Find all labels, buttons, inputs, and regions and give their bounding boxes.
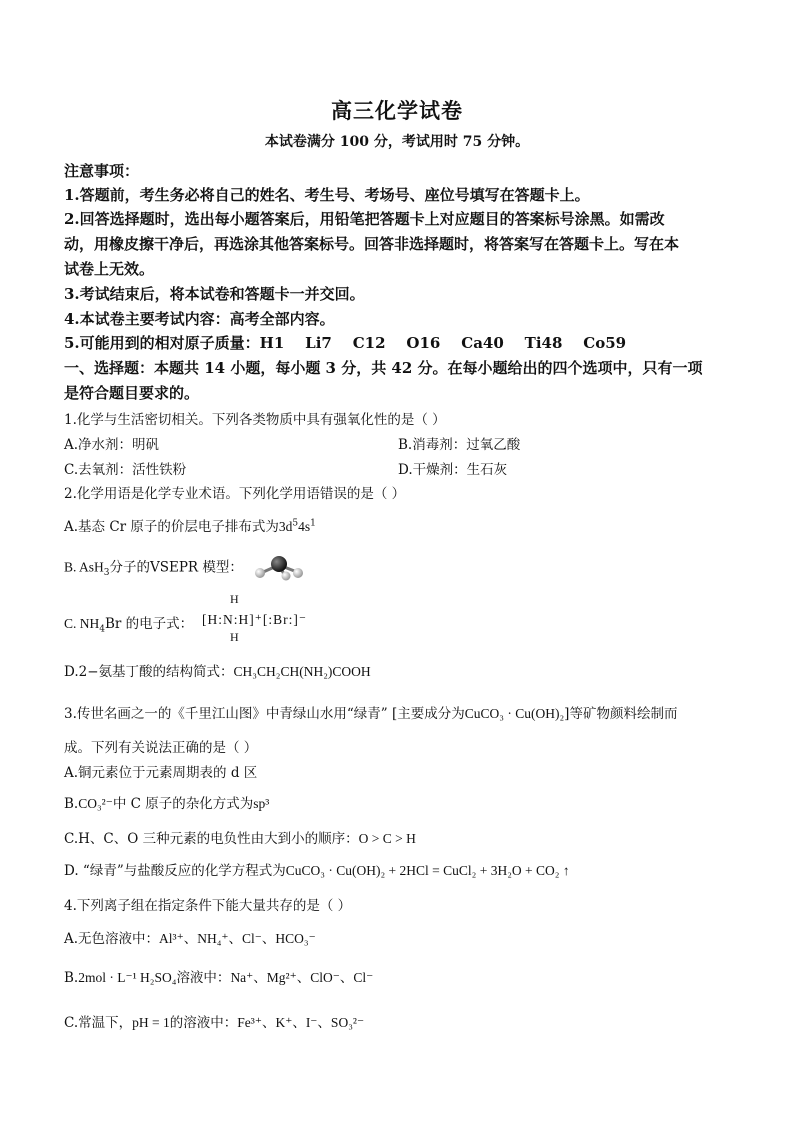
q2-b-text-1: B. AsH [64,559,104,575]
note-2-line-1: 2.回答选择题时，选出每小题答案后，用铅笔把答题卡上对应题目的答案标号涂黑。如需改 [64,210,665,228]
q4-b-2: 2mol · L⁻¹ H₂SO₄ [78,970,177,985]
q2-d-text: D.2−氨基丁酸的结构简式： [64,664,234,680]
q2-c-h-bottom: H [230,630,239,644]
q2-option-a [64,515,740,535]
note-2-line-3: 试卷上无效。 [64,260,155,278]
note-2-line-2: 动，用橡皮擦干净后，再选涂其他答案标号。回答非选择题时，将答案写在答题卡上。写在本 [64,235,680,253]
q3-option-d [64,859,740,879]
q4-a-1: A.无色溶液中： [64,931,160,947]
q4-c-4: Fe³⁺、K⁺、I⁻、SO₃²⁻ [237,1015,365,1030]
q3-b-formula: CO₃²⁻ [78,796,113,811]
q2-c-text-1: C. NH [64,616,100,631]
q4-b-1: B. [64,970,79,986]
note-1: 1.答题前，考生务必将自己的姓名、考生号、考场号、座位号填写在答题卡上。 [64,186,590,204]
q2-option-b [64,555,740,581]
q3-option-a: A.铜元素位于元素周期表的 d 区 [64,765,258,781]
q2-a-formula-4s: 4s [298,519,311,534]
q2-c-electron-formula: [H:N:H]⁺[:Br:]⁻ [202,612,307,627]
page-subtitle: 本试卷满分 100 分，考试用时 75 分钟。 [264,134,530,150]
q3-option-c [64,827,740,847]
q2-c-text-2: Br 的电子式： [105,616,194,632]
q3-stem-formula: CuCO₃ · Cu(OH)₂ [464,706,565,721]
q4-option-b [64,966,740,986]
q2-option-d [64,660,740,680]
q1-option-b: B.消毒剂：过氧乙酸 [398,437,521,453]
q4-c-3: 的溶液中： [169,1015,238,1031]
page-title: 高三化学试卷 [331,98,463,123]
q1-option-d: D.干燥剂：生石灰 [398,462,508,478]
vsepr-model-icon [251,555,315,581]
section-1-line-1: 一、选择题：本题共 14 小题，每小题 3 分，共 42 分。在每小题给出的四个选项中，只有一项 [64,359,703,377]
q1-option-c: C.去氧剂：活性铁粉 [64,462,187,478]
q3-d-1: D. “绿青”与盐酸反应的化学方程式为 [64,863,286,879]
q3-stem-a: 3.传世名画之一的《千里江山图》中青绿山水用“绿青” [主要成分为 [64,706,465,722]
q4-option-a [64,927,740,947]
q3-b-3: sp³ [253,796,270,811]
q4-b-3: 溶液中： [176,970,231,986]
q2-option-a-text: A.基态 Cr 原子的价层电子排布式为 [64,519,279,535]
q3-b-2: 中 C 原子的杂化方式为 [112,796,254,812]
q2-c-sub: 4 [99,624,105,635]
q1-option-a: A.净水剂：明矾 [64,437,160,453]
note-4: 4.本试卷主要考试内容：高考全部内容。 [64,310,335,328]
q4-a-2: Al³⁺、NH₄⁺、Cl⁻、HCO₃⁻ [159,931,316,946]
q4-stem: 4.下列离子组在指定条件下能大量共存的是（ ） [64,898,352,914]
q3-stem-line-2: 成。下列有关说法正确的是（ ） [64,740,258,756]
q2-c-h-top: H [230,592,239,606]
q4-option-c [64,1011,740,1031]
q2-a-sup-5: 5 [292,518,299,529]
q3-option-b [64,792,740,812]
q3-d-2: CuCO₃ · Cu(OH)₂ + 2HCl = CuCl₂ + 3H₂O + CO₂ ↑ [285,863,570,878]
q3-c-2: O > C > H [358,831,416,846]
q4-c-1: C.常温下， [64,1015,133,1031]
q2-d-formula: CH₃CH₂CH(NH₂)COOH [233,664,371,679]
note-5: 5.可能用到的相对原子质量：H1 Li7 C12 O16 Ca40 Ti48 Co59 [64,334,627,352]
q2-b-sub: 3 [103,568,110,579]
q2-stem: 2.化学用语是化学专业术语。下列化学用语错误的是（ ） [64,486,406,502]
section-1-line-2: 是符合题目要求的。 [64,384,200,402]
q3-stem-line-1 [64,702,740,722]
q4-b-4: Na⁺、Mg²⁺、ClO⁻、Cl⁻ [230,970,374,985]
q3-stem-b: ]等矿物颜料绘制而 [564,706,678,722]
notes-heading: 注意事项： [64,162,140,180]
q1-stem: 1.化学与生活密切相关。下列各类物质中具有强氧化性的是（ ） [64,412,446,428]
q2-option-c [64,592,740,644]
note-3: 3.考试结束后，将本试卷和答题卡一并交回。 [64,285,365,303]
q2-b-text-2: 分子的VSEPR 模型： [109,559,243,576]
q2-a-formula-3d: 3d [278,519,293,534]
q4-c-2: pH = 1 [132,1015,170,1030]
q2-a-sup-1: 1 [310,518,316,529]
q3-b-1: B. [64,796,79,812]
q3-c-1: C.H、C、O 三种元素的电负性由大到小的顺序： [64,831,359,847]
